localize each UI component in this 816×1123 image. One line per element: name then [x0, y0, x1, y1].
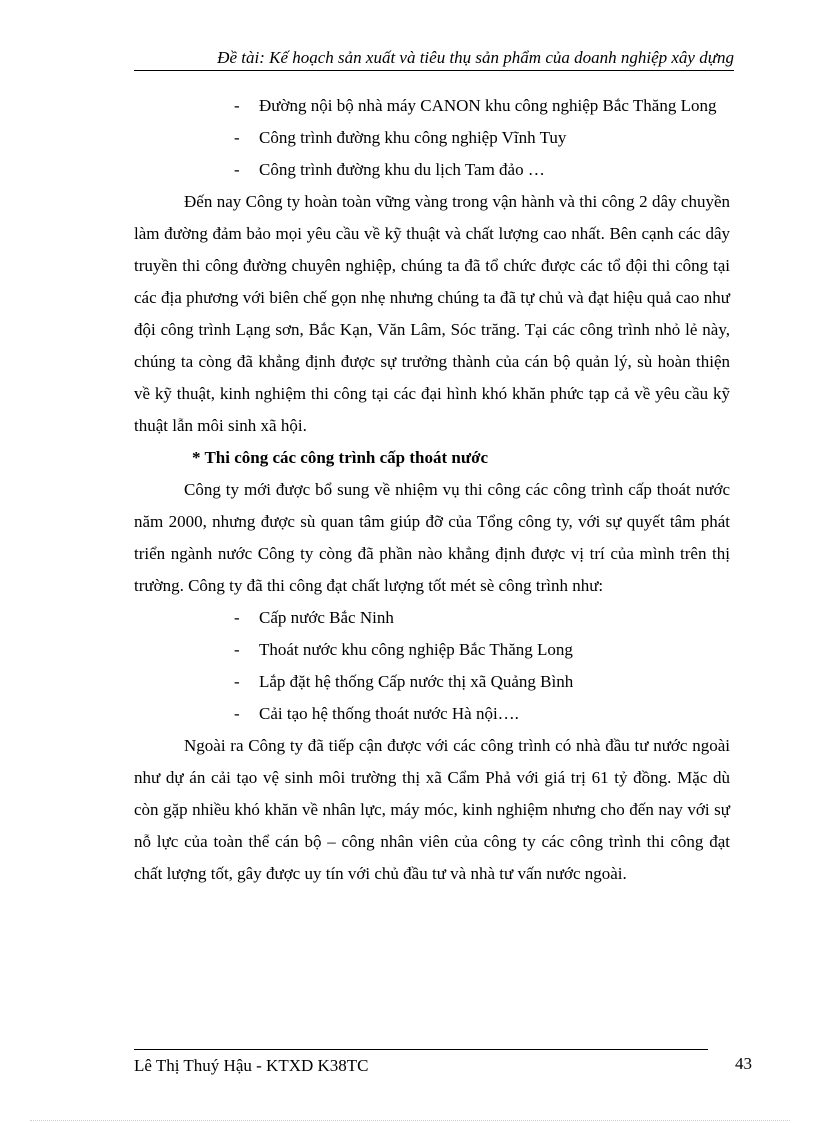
list-item-text: Cải tạo hệ thống thoát nước Hà nội….: [259, 704, 519, 723]
paragraph-water-supply: Công ty mới được bổ sung về nhiệm vụ thi công các công trình cấp thoát nước năm 2000, nhưng được sù quan tâm giúp đỡ của Tổng công ty, với sự quyết tâm phát triển ngành nước Công ty còng đã phần nào khẳng định được vị trí của mình trên thị trường. Công ty đã thi công đạt chất lượng tốt mét sè công trình như:: [134, 480, 730, 595]
paragraph-foreign-projects: Ngoài ra Công ty đã tiếp cận được với các công trình có nhà đầu tư nước ngoài như dự án cải tạo vệ sinh môi trường thị xã Cẩm Phả với giá trị 61 tỷ đồng. Mặc dù còn gặp nhiều khó khăn về nhân lực, máy móc, kinh nghiệm nhưng cho đến nay với sự nỗ lực của toàn thể cán bộ – công nhân viên của công ty các công trình thi công đạt chất lượng tốt, gây được uy tín với chủ đầu tư và nhà tư vấn nước ngoài.: [134, 736, 730, 883]
list-item: [134, 634, 730, 666]
bullet-dash: -: [234, 96, 240, 115]
list-item-text: Công trình đường khu du lịch Tam đảo …: [259, 160, 545, 179]
section-subheading: * Thi công các công trình cấp thoát nước: [192, 448, 489, 467]
bullet-dash: -: [234, 128, 240, 147]
list-item-text: Thoát nước khu công nghiệp Bắc Thăng Long: [259, 640, 573, 659]
list-item: [134, 90, 730, 122]
list-item: [134, 666, 730, 698]
list-item: [134, 122, 730, 154]
paragraph-road-construction: Đến nay Công ty hoàn toàn vững vàng trong vận hành và thi công 2 dây chuyền làm đường đảm bảo mọi yêu cầu về kỹ thuật và chất lượng cao nhất. Bên cạnh các dây truyền thi công đường chuyên nghiệp, chúng ta đã tổ chức được các tổ đội thi công tại các địa phương với biên chế gọn nhẹ nhưng chúng ta đã tự chủ và đạt hiệu quả cao như đội công trình Lạng sơn, Bắc Kạn, Văn Lâm, Sóc trăng. Tại các công trình nhỏ lẻ này, chúng ta còng đã khẳng định được sự trưởng thành của cán bộ quản lý, sù hoàn thiện về kỹ thuật, kinh nghiệm thi công tại các đại hình khó khăn phức tạp cả về yêu cầu kỹ thuật lẫn môi sinh xã hội.: [134, 192, 730, 435]
footer-rule: [134, 1049, 708, 1050]
header-rule: [134, 70, 734, 71]
bullet-dash: -: [234, 704, 240, 723]
bullet-dash: -: [234, 640, 240, 659]
list-item-text: Công trình đường khu công nghiệp Vĩnh Tuy: [259, 128, 567, 147]
page-edge-divider: [30, 1120, 790, 1121]
list-item-text: Cấp nước Bắc Ninh: [259, 608, 394, 627]
page-header-title: Đề tài: Kế hoạch sản xuất và tiêu thụ sản phẩm của doanh nghiệp xây dựng: [217, 48, 734, 67]
footer-author: Lê Thị Thuý Hậu - KTXD K38TC: [134, 1056, 369, 1075]
list-item: [134, 698, 730, 730]
document-body: [134, 90, 730, 890]
bullet-dash: -: [234, 672, 240, 691]
list-item: [134, 154, 730, 186]
bullet-dash: -: [234, 160, 240, 179]
bullet-dash: -: [234, 608, 240, 627]
list-item: [134, 602, 730, 634]
list-item-text: Đường nội bộ nhà máy CANON khu công nghiệp Bắc Thăng Long: [259, 96, 717, 115]
list-item-text: Lắp đặt hệ thống Cấp nước thị xã Quảng Bình: [259, 672, 574, 691]
page-number: 43: [735, 1054, 752, 1073]
